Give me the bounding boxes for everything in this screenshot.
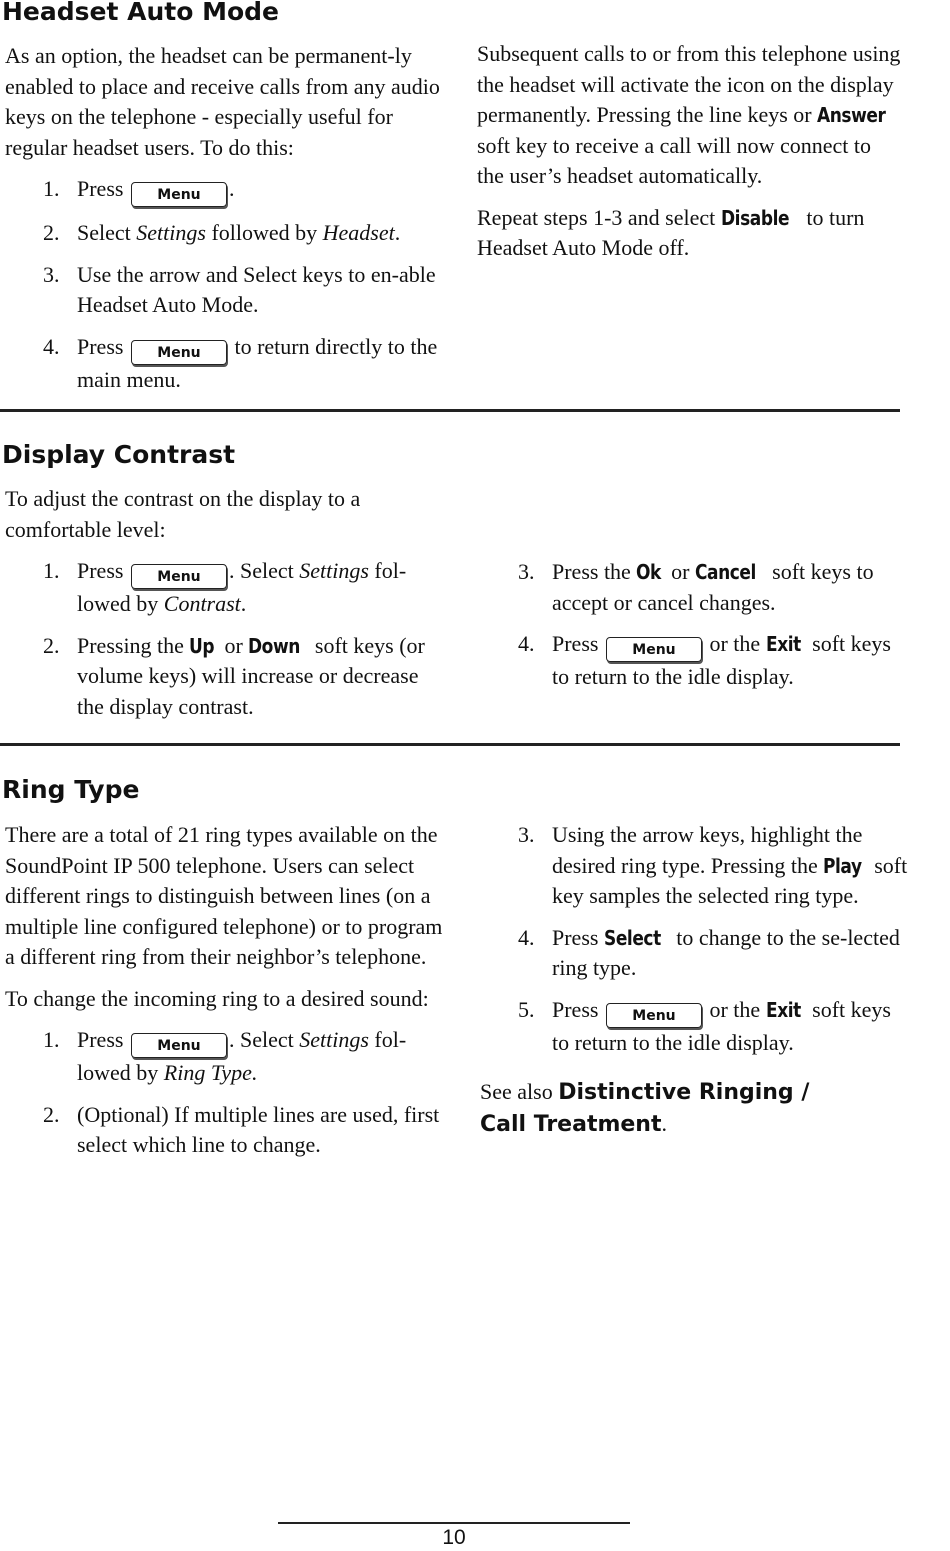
menu-key-icon[interactable]: Menu xyxy=(131,564,227,589)
ring-heading: Ring Type xyxy=(2,775,140,804)
exit-softkey-label: Exit xyxy=(765,632,801,656)
headset-step-3: 3. Use the arrow and Select keys to en-able Headset Auto Mode. xyxy=(43,261,436,317)
contrast-step-3: 3. Press the Ok or Cancel soft keys to accept or cancel changes. xyxy=(518,559,874,615)
see-also: See also Distinctive Ringing / Call Treatment. xyxy=(480,1079,810,1137)
ring-step-5: 5. Press Menu or the Exit soft keys to return to the idle display. xyxy=(518,996,891,1055)
play-softkey-label: Play xyxy=(823,853,862,878)
ring-p2: To change the incoming ring to a desired sound: xyxy=(5,985,429,1011)
ring-left-column xyxy=(5,820,450,1172)
contrast-heading: Display Contrast xyxy=(2,440,236,469)
section-divider xyxy=(0,743,900,746)
up-softkey-label: Up xyxy=(189,633,215,658)
menu-key-icon[interactable]: Menu xyxy=(131,340,227,365)
contrast-steps-right xyxy=(480,557,905,693)
contrast-steps-left xyxy=(5,556,450,722)
headset-step-2: 2. Select Settings followed by Headset. xyxy=(43,220,401,245)
menu-key-icon[interactable]: Menu xyxy=(131,1033,227,1058)
ring-step-4: 4. Press Select to change to the se-lected ring type. xyxy=(518,924,900,980)
headset-steps xyxy=(5,174,450,395)
headset-heading: Headset Auto Mode xyxy=(2,0,280,26)
menu-key-icon[interactable]: Menu xyxy=(606,1003,702,1028)
ring-right-column xyxy=(480,820,910,1151)
ring-step-1: 1. Press Menu . Select Settings fol-lowed by Ring Type. xyxy=(43,1027,407,1085)
ring-steps-left xyxy=(5,1025,450,1161)
select-softkey-label: Select xyxy=(603,925,661,950)
contrast-right-column xyxy=(480,557,905,704)
headset-step-1: 1. Press Menu . xyxy=(5,174,450,207)
disable-softkey-label: Disable xyxy=(720,205,789,230)
ring-step-3: 3. Using the arrow keys, highlight the desired ring type. Pressing the Play soft key samples the selected ring type. xyxy=(518,822,908,908)
headset-left-column xyxy=(5,41,450,406)
contrast-step-4: 4. Press Menu or the Exit soft keys to return to the idle display. xyxy=(518,631,891,689)
page-number: 10 xyxy=(442,1526,466,1549)
headset-intro: As an option, the headset can be permanent-ly enabled to place and receive calls from any audio keys on the telephone - especially useful for regular headset users. To do this: xyxy=(5,43,440,160)
exit-softkey-label: Exit xyxy=(765,997,801,1022)
menu-key-icon[interactable]: Menu xyxy=(131,182,227,207)
headset-right-column xyxy=(477,39,902,275)
answer-softkey-label: Answer xyxy=(817,103,886,127)
section-divider xyxy=(0,409,900,412)
footer-rule xyxy=(278,1522,630,1524)
see-also-link[interactable]: Distinctive Ringing / Call Treatment xyxy=(480,1080,810,1137)
contrast-step-1: 1. Press Menu . Select Settings fol-lowed by Contrast. xyxy=(43,558,407,616)
cancel-softkey-label: Cancel xyxy=(694,560,756,584)
contrast-step-2: 2. Pressing the Up or Down soft keys (or volume keys) will increase or decrease the display contrast. xyxy=(43,632,425,719)
contrast-left-column xyxy=(5,484,450,733)
headset-right-p1: Subsequent calls to or from this telephone using the headset will activate the icon on the display permanently. Pressing the line keys or Answer soft key to receive a call will now connect to the user’s headset automatically. xyxy=(477,41,901,188)
ring-step-2: 2. (Optional) If multiple lines are used, first select which line to change. xyxy=(43,1101,440,1157)
ring-steps-right xyxy=(480,820,910,1058)
ok-softkey-label: Ok xyxy=(636,560,662,584)
headset-right-p2: Repeat steps 1-3 and select Disable to turn Headset Auto Mode off. xyxy=(477,204,865,260)
contrast-intro: To adjust the contrast on the display to a comfortable level: xyxy=(5,486,361,542)
down-softkey-label: Down xyxy=(248,633,301,658)
menu-key-icon[interactable]: Menu xyxy=(606,637,702,662)
headset-step-4: 4. Press Menu to return directly to the main menu. xyxy=(43,333,438,392)
ring-p1: There are a total of 21 ring types available on the SoundPoint IP 500 telephone. Users can select different rings to distinguish between lines (on a multiple line configured telephone) or to program a different ring from their neighbor’s telephone. xyxy=(5,822,443,969)
